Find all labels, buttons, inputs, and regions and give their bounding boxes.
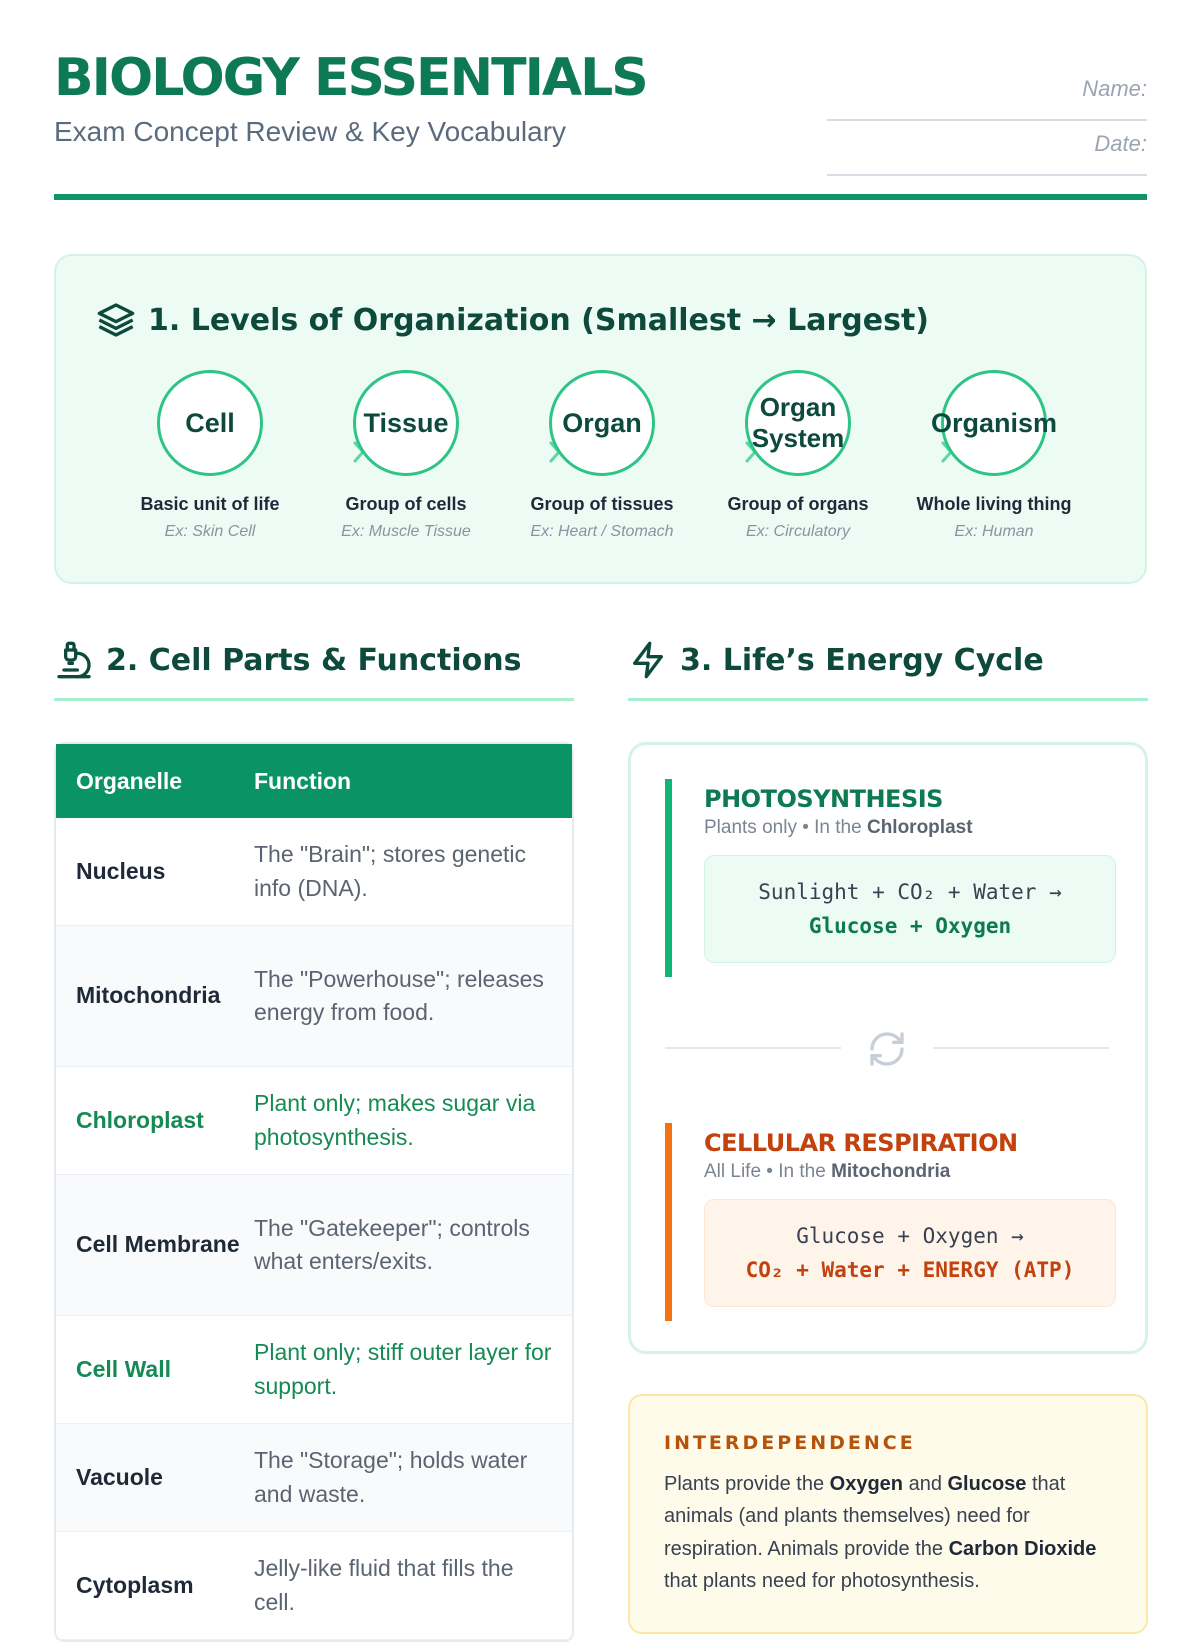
levels-section — [54, 254, 1147, 584]
page-subtitle: Exam Concept Review & Key Vocabulary — [54, 116, 567, 147]
photosynthesis-location — [704, 817, 1115, 839]
cells-heading-rule — [54, 698, 574, 701]
level-step-cell — [120, 370, 300, 541]
organelle-function: The "Storage"; holds water and waste. — [254, 1447, 528, 1507]
photosynthesis-block — [665, 779, 1115, 977]
energy-heading-text: 3. Life’s Energy Cycle — [680, 642, 1044, 678]
respiration-title: CELLULAR RESPIRATION — [704, 1129, 1018, 1157]
table-row — [56, 1175, 572, 1316]
level-desc: Group of cells — [345, 494, 467, 514]
cycle-divider-left — [665, 1047, 841, 1049]
level-step-tissue — [316, 370, 496, 541]
column-header-organelle: Organelle — [76, 767, 183, 794]
organelle-function: Jelly-like fluid that fills the cell. — [254, 1555, 514, 1615]
table-row — [56, 926, 572, 1067]
levels-heading-text: 1. Levels of Organization (Smallest → Largest) — [148, 302, 930, 338]
respiration-block — [665, 1123, 1115, 1321]
level-circle: Tissue — [353, 370, 459, 476]
cells-heading-text: 2. Cell Parts & Functions — [106, 642, 522, 678]
organelle-function: Plant only; stiff outer layer for support. — [254, 1339, 552, 1399]
text-segment: and — [903, 1473, 948, 1495]
respiration-location — [704, 1161, 1115, 1183]
header-divider — [54, 194, 1147, 200]
table-row — [56, 818, 572, 926]
level-circle: Organ — [549, 370, 655, 476]
organelle-name: Cell Membrane — [76, 1231, 240, 1258]
organelle-function: The "Gatekeeper"; controls what enters/exits. — [254, 1214, 530, 1274]
text-segment: that animals (and plants themselves) need for respiration. Animals provide the — [664, 1473, 1066, 1560]
date-field[interactable]: Date: — [827, 121, 1147, 176]
interdependence-text — [664, 1468, 1116, 1598]
equation-inputs: Sunlight + CO₂ + Water → — [758, 880, 1062, 904]
table-row — [56, 1424, 572, 1532]
level-step-organism — [904, 370, 1084, 541]
page-title: BIOLOGY ESSENTIALS — [54, 48, 647, 108]
table-row — [56, 1316, 572, 1424]
energy-heading-rule — [628, 698, 1148, 701]
microscope-icon — [54, 640, 94, 680]
layers-icon — [96, 300, 136, 340]
photosynthesis-title: PHOTOSYNTHESIS — [704, 785, 943, 813]
refresh-cycle-icon — [867, 1029, 907, 1069]
chloroplast-label: Chloroplast — [866, 817, 973, 838]
level-example: Ex: Skin Cell — [164, 523, 256, 540]
level-step-organ — [512, 370, 692, 541]
organelle-name: Chloroplast — [76, 1106, 204, 1133]
level-example: Ex: Circulatory — [745, 523, 851, 540]
interdependence-callout — [628, 1394, 1148, 1634]
cycle-divider-right — [933, 1047, 1109, 1049]
level-circle: Organism — [941, 370, 1047, 476]
student-fields — [827, 66, 1147, 176]
organelle-name: Nucleus — [76, 857, 166, 884]
organelle-name: Cytoplasm — [76, 1571, 194, 1598]
cells-heading — [54, 640, 522, 680]
level-step-organ-system — [708, 370, 888, 541]
level-desc: Whole living thing — [916, 494, 1072, 514]
page-header — [54, 48, 1147, 202]
oxygen-term: Oxygen — [829, 1473, 904, 1495]
level-circle: Organ System — [745, 370, 851, 476]
levels-flow — [120, 370, 1080, 550]
cell-parts-table — [54, 742, 574, 1642]
interdependence-title: INTERDEPENDENCE — [664, 1432, 916, 1454]
mitochondria-label: Mitochondria — [831, 1161, 951, 1182]
table-row — [56, 1067, 572, 1175]
carbon-dioxide-term: Carbon Dioxide — [948, 1537, 1097, 1560]
equation-outputs: CO₂ + Water + ENERGY (ATP) — [745, 1257, 1075, 1282]
levels-heading — [96, 300, 929, 340]
energy-heading — [628, 640, 1044, 680]
level-example: Ex: Muscle Tissue — [341, 523, 471, 540]
organelle-name: Cell Wall — [76, 1355, 171, 1382]
organelle-function: The "Brain"; stores genetic info (DNA). — [254, 841, 527, 901]
organelle-name: Mitochondria — [76, 982, 221, 1009]
glucose-term: Glucose — [947, 1473, 1027, 1495]
name-field[interactable]: Name: — [827, 66, 1147, 121]
level-desc: Basic unit of life — [140, 494, 280, 514]
text-segment: Plants provide the — [664, 1473, 830, 1495]
level-desc: Group of organs — [727, 494, 869, 514]
level-desc: Group of tissues — [530, 494, 674, 514]
level-example: Ex: Heart / Stomach — [530, 523, 674, 540]
respiration-equation — [704, 1199, 1116, 1307]
organelle-function: Plant only; makes sugar via photosynthesis. — [254, 1090, 536, 1150]
table-header — [56, 744, 572, 818]
table-row — [56, 1532, 572, 1640]
energy-cycle-card — [628, 742, 1148, 1354]
photosynthesis-scope: Plants only • In the — [704, 817, 867, 838]
photosynthesis-equation — [704, 855, 1116, 963]
level-example: Ex: Human — [954, 523, 1034, 540]
organelle-name: Vacuole — [76, 1463, 163, 1490]
organelle-function: The "Powerhouse"; releases energy from food. — [254, 965, 544, 1025]
lightning-icon — [628, 640, 668, 680]
column-header-function: Function — [254, 767, 352, 794]
level-circle: Cell — [157, 370, 263, 476]
respiration-scope: All Life • In the — [704, 1161, 832, 1182]
equation-inputs: Glucose + Oxygen → — [796, 1224, 1024, 1248]
text-segment: that plants need for photosynthesis. — [664, 1570, 980, 1593]
equation-outputs: Glucose + Oxygen — [808, 913, 1012, 938]
